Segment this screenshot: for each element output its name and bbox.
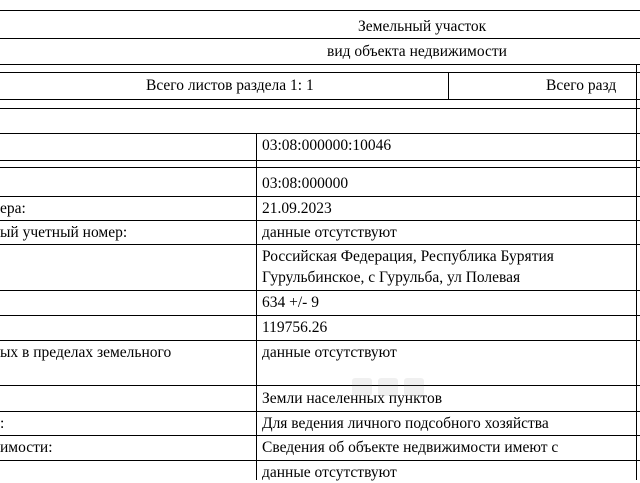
cadastral-value: 119756.26 (262, 319, 328, 336)
objects-within-value: данные отсутствуют (262, 344, 397, 361)
sheets-total: Всего листов раздела 1: 1 (146, 77, 314, 94)
rule (0, 315, 640, 316)
rule (0, 10, 640, 11)
area-value: 634 +/- 9 (262, 294, 319, 311)
previous-number-value: данные отсутствуют (262, 224, 397, 241)
row-label-status: имости: (0, 439, 53, 456)
row-label-cadastral-date: ера: (0, 200, 26, 217)
rule (0, 196, 640, 197)
cadastral-date: 21.09.2023 (262, 200, 332, 217)
rule (0, 290, 640, 291)
row-label-permitted-use: : (0, 415, 5, 432)
rule (0, 220, 640, 221)
land-category: Земли населенных пунктов (262, 390, 443, 407)
rule (0, 64, 640, 65)
rule (0, 160, 640, 161)
sections-total: Всего разд (546, 77, 617, 94)
rule (636, 64, 637, 480)
rule (0, 411, 640, 412)
rule (256, 133, 257, 480)
rule (0, 460, 640, 461)
row-label-objects-within: ых в пределах земельного (0, 344, 172, 361)
rule (0, 385, 640, 386)
object-type-caption: вид объекта недвижимости (327, 43, 507, 60)
watermark-icon (350, 374, 430, 400)
rule (0, 72, 640, 73)
cadastral-quarter: 03:08:000000 (262, 175, 349, 192)
rule (448, 72, 449, 100)
rule (0, 108, 640, 109)
rule (0, 38, 640, 39)
rule (0, 244, 640, 245)
rule (0, 167, 640, 168)
rule (0, 340, 640, 341)
cadastral-number: 03:08:000000:10046 (262, 137, 392, 154)
row-label-previous-number: ый учетный номер: (0, 224, 128, 241)
permitted-use: Для ведения личного подсобного хозяйства (262, 415, 549, 432)
address-line-1: Российская Федерация, Республика Бурятия (262, 248, 554, 265)
last-row-value: данные отсутствуют (262, 464, 397, 481)
address-line-2: Гурульбинское, с Гурульба, ул Полевая (262, 269, 521, 286)
object-status: Сведения об объекте недвижимости имеют с (262, 439, 559, 456)
object-type: Земельный участок (358, 18, 487, 35)
rule (0, 435, 640, 436)
rule (0, 99, 640, 100)
rule (0, 133, 640, 134)
